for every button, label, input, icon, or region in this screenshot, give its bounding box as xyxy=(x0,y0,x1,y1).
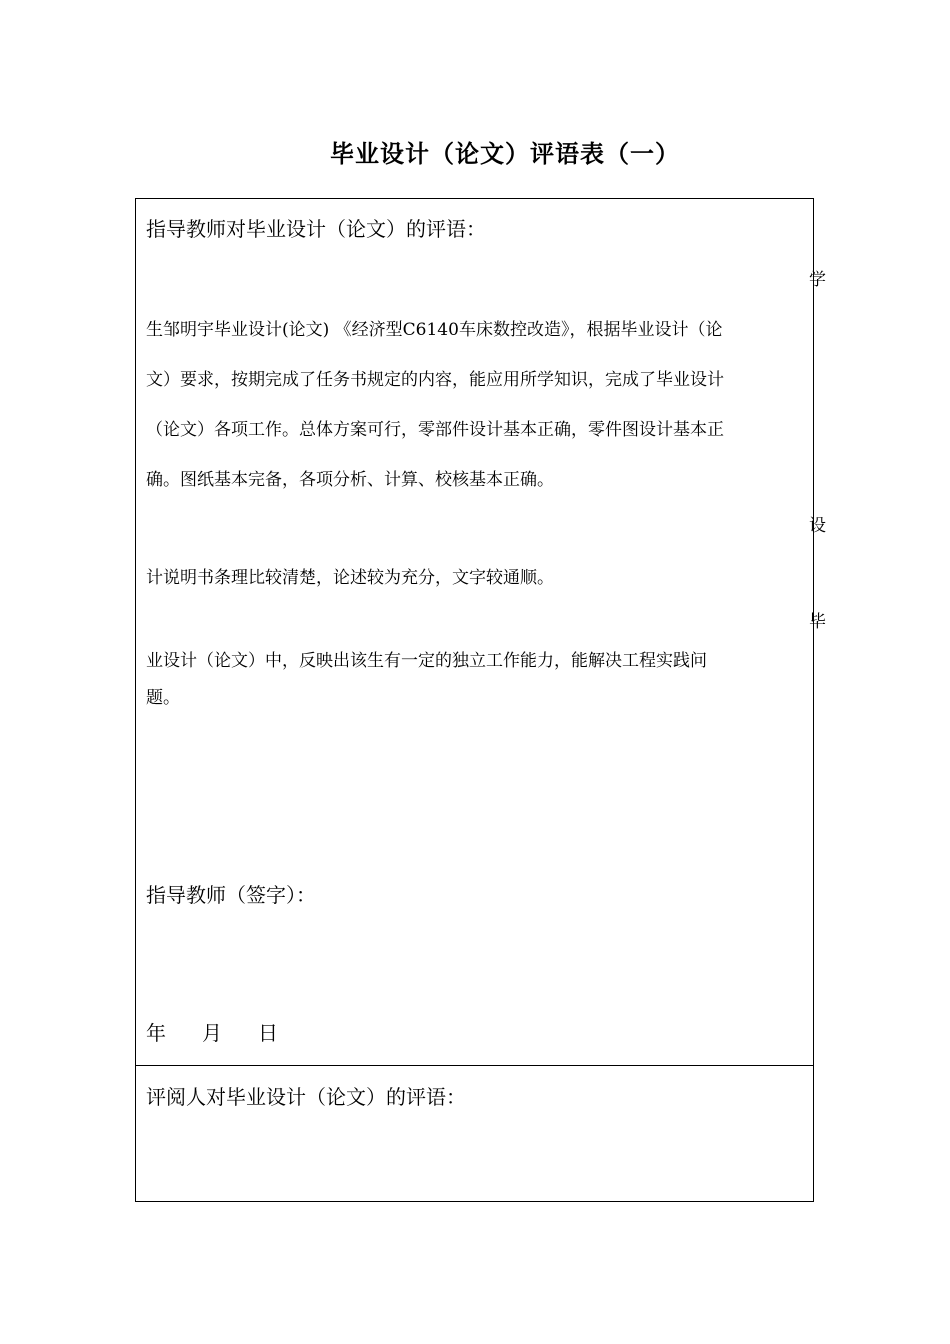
evaluation-form-table xyxy=(135,198,826,1202)
advisor-signature-label: 指导教师（签字）： xyxy=(146,883,316,907)
margin-char-xue: 学 xyxy=(809,270,826,290)
comment-line-5: 计说明书条理比较清楚，论述较为充分，文字较通顺。 xyxy=(146,568,554,588)
advisor-comment-heading: 指导教师对毕业设计（论文）的评语： xyxy=(146,217,486,241)
reviewer-comment-heading: 评阅人对毕业设计（论文）的评语： xyxy=(146,1085,466,1109)
comment-line-7: 题。 xyxy=(146,688,180,708)
section-divider xyxy=(136,1065,813,1066)
date-year-label: 年 xyxy=(146,1021,166,1045)
page-title: 毕业设计（论文）评语表（一） xyxy=(330,140,680,168)
date-field xyxy=(146,1017,278,1046)
comment-line-2: 文）要求，按期完成了任务书规定的内容，能应用所学知识，完成了毕业设计 xyxy=(146,370,724,390)
comment-line-4: 确。图纸基本完备，各项分析、计算、校核基本正确。 xyxy=(146,470,554,490)
comment-line-6: 业设计（论文）中，反映出该生有一定的独立工作能力，能解决工程实践问 xyxy=(146,651,707,671)
comment-line-3: （论文）各项工作。总体方案可行，零部件设计基本正确，零件图设计基本正 xyxy=(146,420,724,440)
date-month-label: 月 xyxy=(202,1021,222,1045)
comment-line-1: 生邹明宇毕业设计(论文) 《经济型C6140车床数控改造》，根据毕业设计（论 xyxy=(146,320,723,340)
date-day-label: 日 xyxy=(258,1021,278,1045)
margin-char-she: 设 xyxy=(809,516,826,536)
margin-char-bi: 毕 xyxy=(809,612,826,632)
